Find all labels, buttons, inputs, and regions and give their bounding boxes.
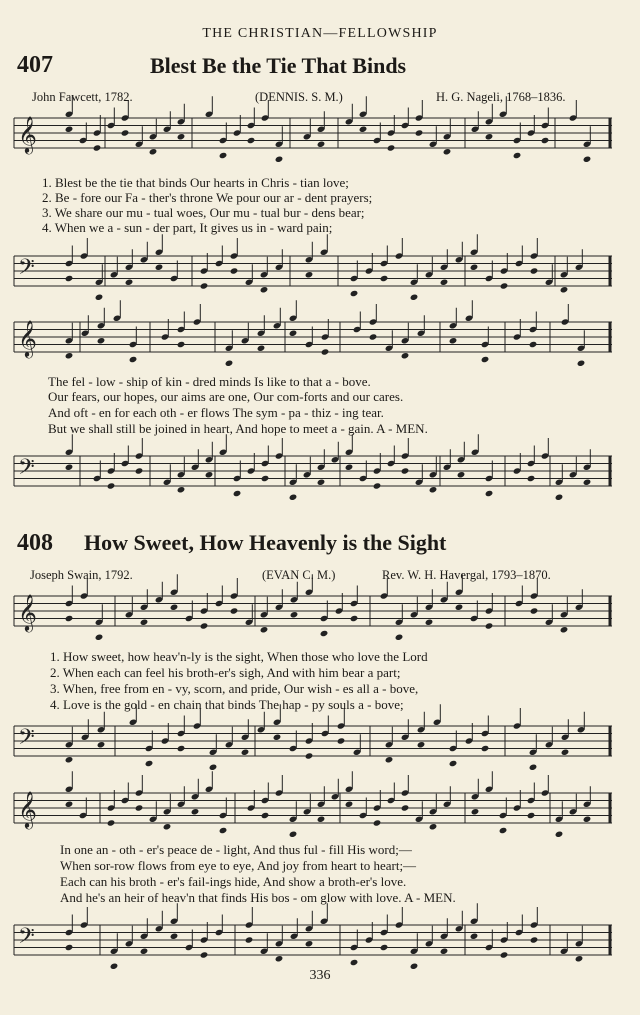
hymn-407-verse-2a: 2. Be - fore our Fa - ther's throne We pour our ar - dent prayers; [42, 190, 373, 205]
svg-text:𝄢: 𝄢 [18, 455, 35, 485]
svg-text:𝄞: 𝄞 [18, 593, 37, 631]
svg-text:𝄢: 𝄢 [18, 924, 35, 954]
svg-text:𝄞: 𝄞 [18, 115, 37, 153]
hymn-407-number: 407 [17, 52, 53, 78]
hymn-408-author: Joseph Swain, 1792. [30, 568, 133, 582]
svg-text:𝄢: 𝄢 [18, 725, 35, 755]
svg-text:𝄞: 𝄞 [18, 319, 37, 357]
page-header: THE CHRISTIAN—FELLOWSHIP [202, 26, 438, 41]
hymn-408-verse-1a: 1. How sweet, how heav'n-ly is the sight, When those who love the Lord [50, 649, 428, 664]
hymn-407-author: John Fawcett, 1782. [32, 90, 133, 104]
hymn-408-composer: Rev. W. H. Havergal, 1793–1870. [382, 568, 551, 582]
hymn-407-verse-4b: But we shall still be joined in heart, And hope to meet a - gain. A - MEN. [48, 421, 428, 436]
svg-text:𝄞: 𝄞 [18, 790, 37, 828]
hymn-408-tune: (EVAN C. M.) [262, 568, 336, 582]
hymn-408-number: 408 [17, 530, 53, 556]
hymn-408-verse-4b: And he's an heir of heav'n that finds His bos - om glow with love. A - MEN. [60, 890, 456, 905]
hymn-407-verse-2b: Our fears, our hopes, our aims are one, Our com-forts and our cares. [48, 389, 404, 404]
hymn-407-title: Blest Be the Tie That Binds [150, 53, 407, 78]
hymn-408-verse-3a: 3. When, free from en - vy, scorn, and pride, Our wish - es all a - bove, [50, 681, 419, 696]
hymn-408-verse-1b: In one an - oth - er's peace de - light, And thus ful - fill His word;— [60, 842, 412, 857]
hymn-408-verse-4a: 4. Love is the gold - en chain that binds The hap - py souls a - bove; [50, 697, 404, 712]
hymn-407-verse-1b: The fel - low - ship of kin - dred minds Is like to that a - bove. [48, 374, 371, 389]
hymn-407-verse-1a: 1. Blest be the tie that binds Our hearts in Chris - tian love; [42, 175, 349, 190]
hymn-408-verse-3b: Each can his broth - er's fail-ings hide, And show a broth-er's love. [60, 874, 407, 889]
hymn-408-verse-2a: 2. When each can feel his broth-er's sigh, And with him bear a part; [50, 665, 401, 680]
hymn-407-verse-3a: 3. We share our mu - tual woes, Our mu - tual bur - dens bear; [42, 205, 365, 220]
hymn-407-verse-3b: And oft - en for each oth - er flows The sym - pa - thiz - ing tear. [48, 405, 384, 420]
hymn-408-verse-2b: When sor-row flows from eye to eye, And joy from heart to heart;— [60, 858, 417, 873]
page-number: 336 [309, 968, 331, 983]
hymn-407-composer: H. G. Nageli, 1768–1836. [436, 90, 566, 104]
hymn-408-title: How Sweet, How Heavenly is the Sight [84, 530, 447, 555]
svg-text:𝄢: 𝄢 [18, 255, 35, 285]
hymn-407-verse-4a: 4. When we a - sun - der part, It gives us in - ward pain; [42, 220, 333, 235]
hymn-407-tune: (DENNIS. S. M.) [255, 90, 343, 104]
